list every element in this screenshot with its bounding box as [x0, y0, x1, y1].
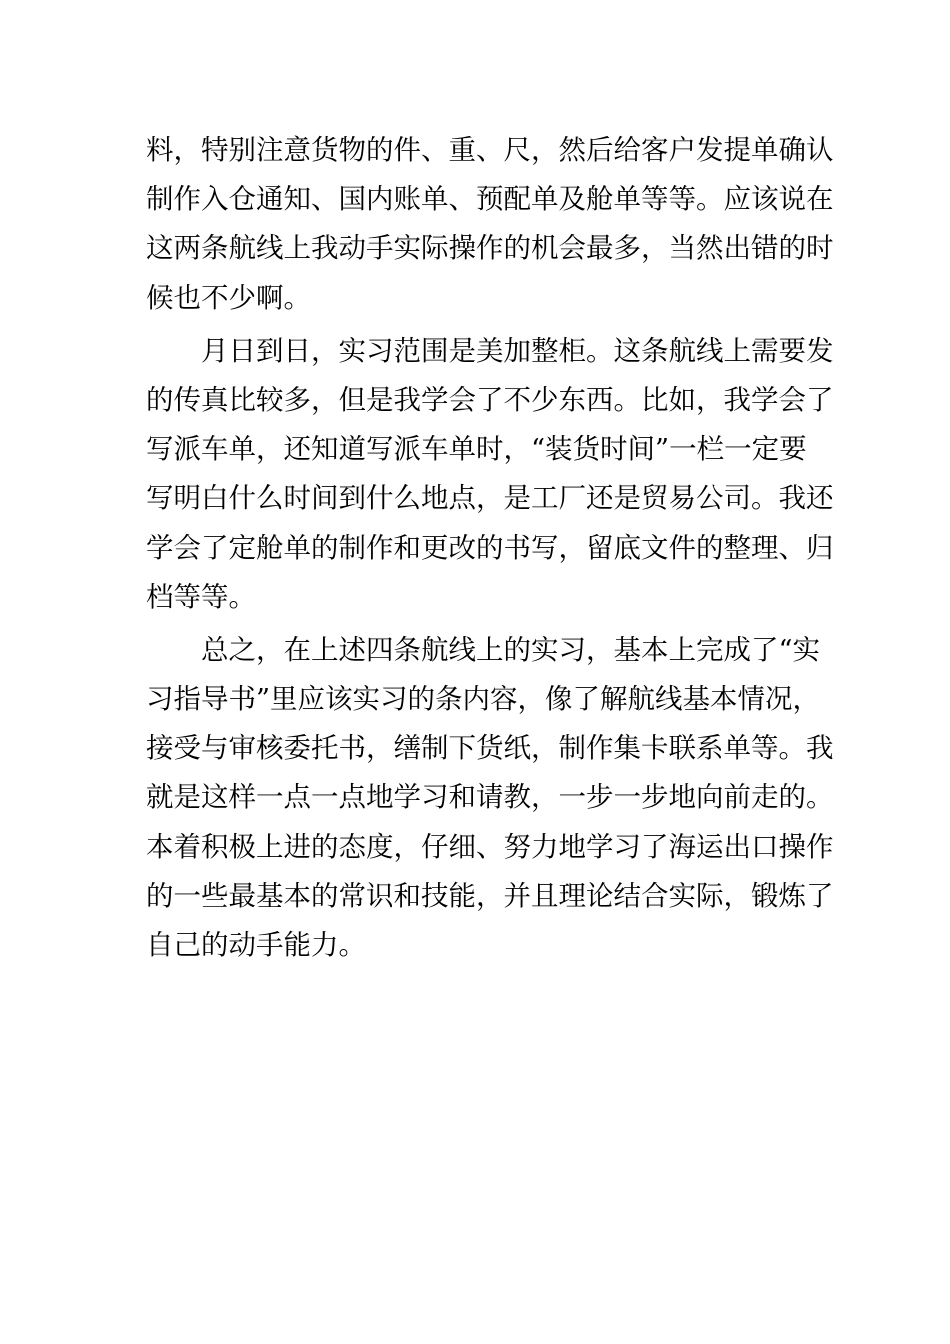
- text-line: 档等等。: [146, 580, 256, 613]
- text-line: 月日到日，实习范围是美加整柜。这条航线上需要发: [201, 334, 834, 367]
- text-line: 写派车单，还知道写派车单时，“装货时间”一栏一定要: [146, 433, 807, 466]
- text-line: 制作入仓通知、国内账单、预配单及舱单等等。应该说在: [146, 183, 834, 216]
- text-line: 自己的动手能力。: [146, 929, 366, 961]
- text-line: 这两条航线上我动手实际操作的机会最多，当然出错的时: [146, 232, 834, 265]
- text-line: 本着积极上进的态度，仔细、努力地学习了海运出口操作: [146, 830, 834, 863]
- text-line: 总之，在上述四条航线上的实习，基本上完成了“实: [201, 633, 821, 666]
- paragraph-1: [146, 126, 834, 323]
- text-line: 的一些最基本的常识和技能，并且理论结合实际，锻炼了: [146, 879, 834, 912]
- text-line: 写明白什么时间到什么地点，是工厂还是贸易公司。我还: [146, 482, 834, 515]
- body-text: [146, 126, 834, 970]
- text-line: 候也不少啊。: [146, 281, 311, 314]
- text-line: 就是这样一点一点地学习和请教，一步一步地向前走的。: [146, 781, 834, 814]
- text-line: 学会了定舱单的制作和更改的书写，留底文件的整理、归: [146, 531, 834, 564]
- text-line: 料，特别注意货物的件、重、尺，然后给客户发提单确认: [146, 134, 834, 166]
- text-line: 接受与审核委托书，缮制下货纸，制作集卡联系单等。我: [146, 732, 834, 765]
- text-line: 习指导书”里应该实习的条内容，像了解航线基本情况，: [146, 683, 821, 716]
- paragraph-3: [146, 626, 834, 970]
- paragraph-2: [146, 327, 834, 622]
- text-line: 的传真比较多，但是我学会了不少东西。比如，我学会了: [146, 383, 834, 416]
